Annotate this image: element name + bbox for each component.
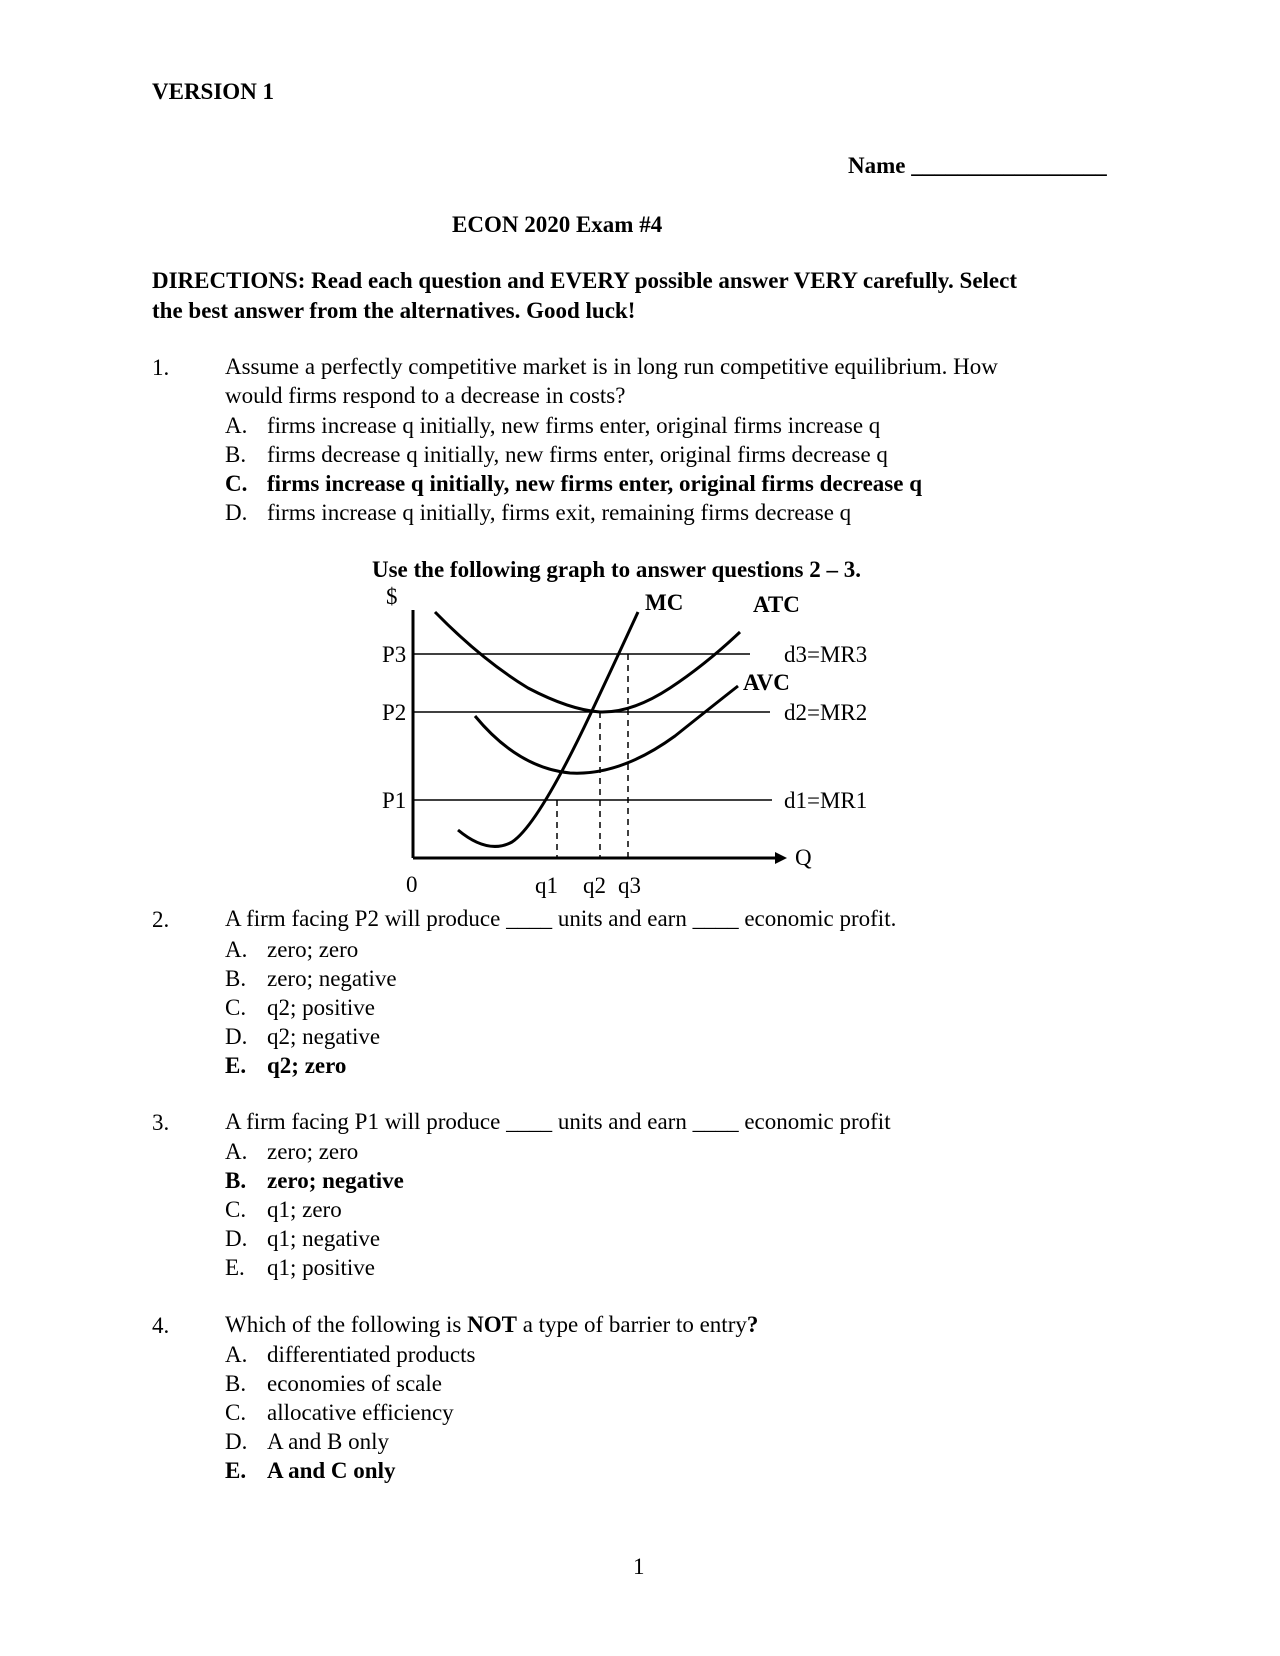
name-label: Name: [848, 153, 906, 178]
price-label-p3: P3: [382, 642, 407, 667]
option-text: q2; zero: [267, 1053, 347, 1078]
option-letter: B.: [225, 1371, 247, 1396]
option-text: firms increase q initially, new firms enter, original firms increase q: [267, 413, 881, 438]
option-text: zero; negative: [267, 1168, 404, 1193]
option-text: q1; positive: [267, 1255, 375, 1280]
stem-text: units and earn: [557, 906, 687, 931]
mc-label: MC: [645, 590, 684, 615]
directions-line-1: DIRECTIONS: Read each question and EVERY possible answer VERY carefully. Select: [152, 268, 1018, 293]
stem-text: economic profit: [744, 1109, 891, 1134]
name-field[interactable]: [848, 154, 1107, 177]
stem-text: units and earn: [557, 1109, 687, 1134]
question-3-option-c[interactable]: [225, 1197, 342, 1223]
option-letter: E.: [225, 1458, 247, 1483]
origin-label: 0: [406, 872, 418, 897]
question-4-option-e[interactable]: [225, 1458, 395, 1484]
option-letter: B.: [225, 442, 247, 467]
stem-text: Which of the following is: [225, 1312, 462, 1337]
question-3-option-b[interactable]: [225, 1168, 404, 1194]
x-axis-label: Q: [795, 845, 812, 870]
option-text: zero; negative: [267, 966, 397, 991]
x-axis-arrow-icon: [775, 852, 787, 864]
answer-blank: ____: [506, 906, 553, 931]
avc-label: AVC: [743, 670, 790, 695]
answer-blank: ____: [692, 1109, 739, 1134]
question-1-option-a[interactable]: [225, 413, 880, 439]
option-text: q2; positive: [267, 995, 375, 1020]
option-text: A and C only: [267, 1458, 396, 1483]
demand-label-d2: d2=MR2: [784, 700, 868, 725]
atc-label: ATC: [753, 592, 800, 617]
question-3-option-e[interactable]: [225, 1255, 375, 1281]
stem-text: economic profit.: [744, 906, 897, 931]
stem-emphasis: NOT: [467, 1312, 517, 1337]
option-text: q1; negative: [267, 1226, 381, 1251]
price-label-p1: P1: [382, 788, 407, 813]
option-letter: D.: [225, 1429, 248, 1454]
stem-text: A firm facing P2 will produce: [225, 906, 501, 931]
demand-label-d1: d1=MR1: [784, 788, 868, 813]
option-text: economies of scale: [267, 1371, 442, 1396]
stem-text: a type of barrier to entry: [522, 1312, 747, 1337]
question-3-number: 3.: [152, 1110, 170, 1135]
option-text: zero; zero: [267, 937, 359, 962]
stem-text: A firm facing P1 will produce: [225, 1109, 501, 1134]
option-text: firms increase q initially, firms exit, remaining firms decrease q: [267, 500, 852, 525]
option-text: A and B only: [267, 1429, 390, 1454]
option-letter: D.: [225, 1226, 248, 1251]
question-1-stem-line-2: would firms respond to a decrease in costs?: [225, 383, 626, 408]
price-label-p2: P2: [382, 700, 407, 725]
option-letter: E.: [225, 1053, 247, 1078]
question-2-option-c[interactable]: [225, 995, 375, 1021]
question-4-option-a[interactable]: [225, 1342, 475, 1368]
answer-blank: ____: [692, 906, 739, 931]
question-2-stem: [225, 904, 896, 933]
page-number: 1: [633, 1554, 645, 1579]
option-letter: D.: [225, 1024, 248, 1049]
question-1-number: 1.: [152, 355, 170, 380]
option-letter: C.: [225, 1400, 247, 1425]
question-3-option-d[interactable]: [225, 1226, 380, 1252]
question-3-stem: [225, 1107, 891, 1136]
demand-label-d3: d3=MR3: [784, 642, 868, 667]
option-letter: A.: [225, 1139, 248, 1164]
question-1-option-b[interactable]: [225, 442, 888, 468]
option-letter: C.: [225, 995, 247, 1020]
atc-curve: [435, 612, 740, 712]
option-text: firms decrease q initially, new firms enter, original firms decrease q: [267, 442, 888, 467]
graph-caption: Use the following graph to answer questions 2 – 3.: [372, 557, 861, 582]
directions-line-2: the best answer from the alternatives. Good luck!: [152, 298, 636, 323]
option-letter: A.: [225, 937, 248, 962]
quantity-label-q3: q3: [618, 873, 641, 898]
exam-title: ECON 2020 Exam #4: [452, 212, 663, 237]
y-axis-label: $: [386, 584, 398, 609]
question-4-number: 4.: [152, 1313, 170, 1338]
option-letter: C.: [225, 471, 248, 496]
option-text: allocative efficiency: [267, 1400, 454, 1425]
option-text: zero; zero: [267, 1139, 359, 1164]
option-letter: D.: [225, 500, 248, 525]
question-2-option-b[interactable]: [225, 966, 397, 992]
cost-curves-graph: [370, 580, 890, 910]
quantity-label-q2: q2: [583, 873, 606, 898]
quantity-label-q1: q1: [535, 873, 558, 898]
question-1-stem-line-1: Assume a perfectly competitive market is in long run competitive equilibrium. How: [225, 354, 998, 379]
question-2-option-a[interactable]: [225, 937, 358, 963]
stem-question-mark: ?: [746, 1312, 759, 1337]
question-4-stem: [225, 1310, 758, 1339]
option-text: differentiated products: [267, 1342, 476, 1367]
option-letter: B.: [225, 1168, 247, 1193]
question-2-option-e[interactable]: [225, 1053, 346, 1079]
option-text: q1; zero: [267, 1197, 342, 1222]
option-letter: C.: [225, 1197, 247, 1222]
question-2-number: 2.: [152, 907, 170, 932]
avc-curve: [475, 686, 738, 773]
question-2-option-d[interactable]: [225, 1024, 380, 1050]
question-3-option-a[interactable]: [225, 1139, 358, 1165]
option-text: q2; negative: [267, 1024, 381, 1049]
option-text: firms increase q initially, new firms enter, original firms decrease q: [267, 471, 922, 496]
option-letter: A.: [225, 413, 248, 438]
option-letter: E.: [225, 1255, 245, 1280]
option-letter: B.: [225, 966, 247, 991]
option-letter: A.: [225, 1342, 248, 1367]
question-1-option-c[interactable]: [225, 471, 922, 497]
question-1-option-d[interactable]: [225, 500, 851, 526]
name-blank: _________________: [911, 153, 1107, 178]
answer-blank: ____: [506, 1109, 553, 1134]
question-4-option-c[interactable]: [225, 1400, 454, 1426]
version-label: VERSION 1: [152, 79, 275, 104]
question-4-option-b[interactable]: [225, 1371, 442, 1397]
question-4-option-d[interactable]: [225, 1429, 389, 1455]
